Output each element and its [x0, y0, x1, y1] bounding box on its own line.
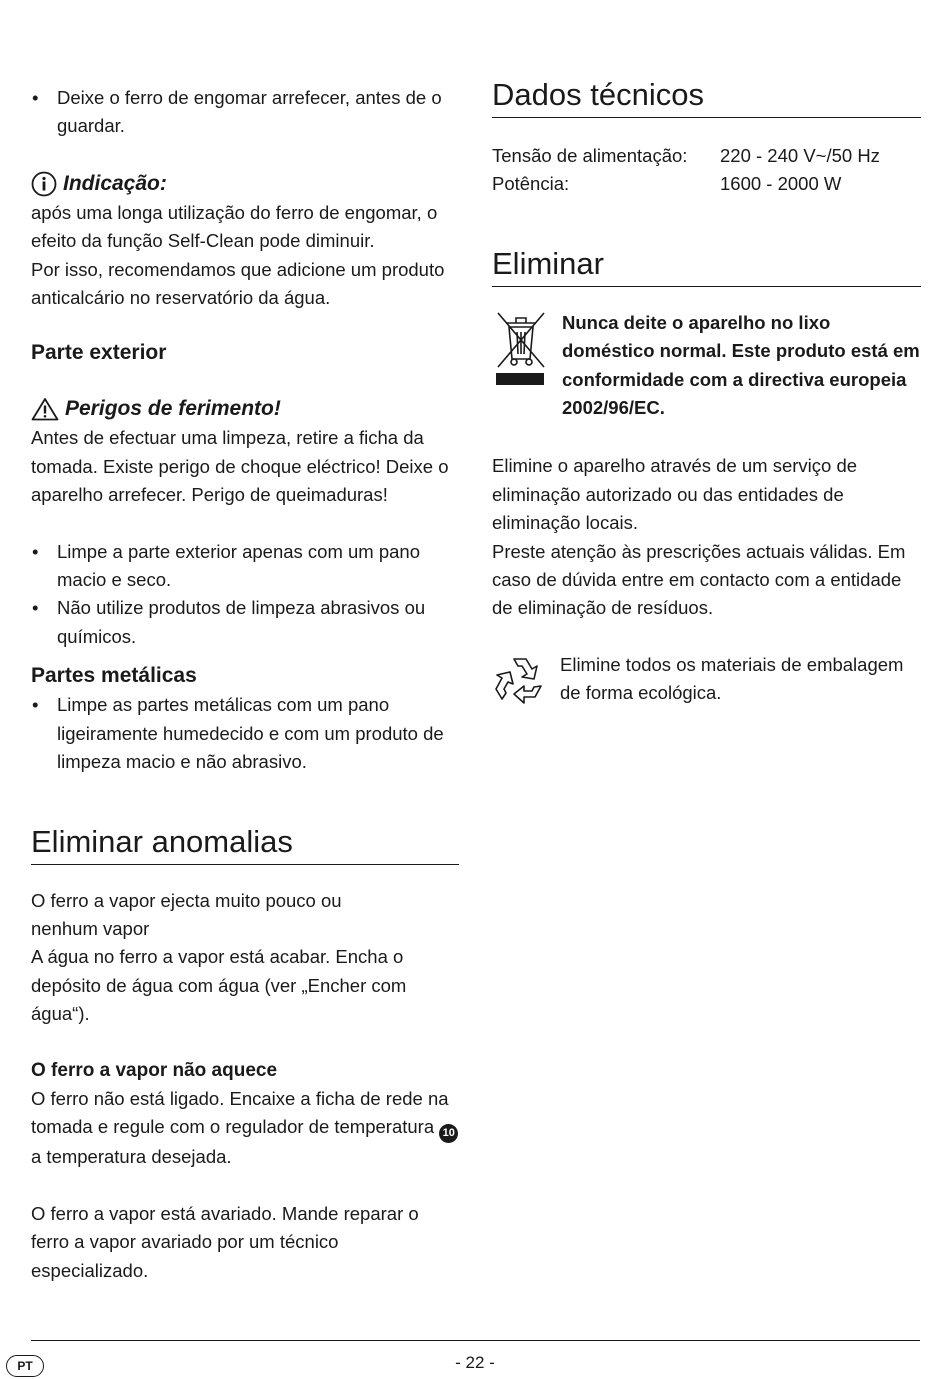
spec-row — [492, 170, 880, 198]
troubleshooting-title: Eliminar anomalias — [31, 823, 459, 865]
language-badge: PT — [6, 1355, 44, 1377]
spec-value: 220 - 240 V~/50 Hz — [720, 145, 880, 166]
spec-row — [492, 142, 880, 170]
troubleshooting-problem-2: O ferro a vapor não aquece — [31, 1059, 278, 1081]
disposal-title: Eliminar — [492, 245, 921, 287]
warning-heading-text: Perigos de ferimento! — [65, 397, 281, 421]
note-line-1: após uma longa utilização do ferro de engomar, o efeito da função Self-Clean pode diminuir. — [31, 201, 438, 252]
weee-block — [492, 309, 921, 423]
exterior-heading: Parte exterior — [31, 341, 167, 365]
bullet-store: • Deixe o ferro de engomar arrefecer, antes de o guardar. — [31, 84, 459, 141]
metal-heading: Partes metálicas — [31, 664, 197, 688]
troubleshooting-solution-2 — [31, 1085, 459, 1172]
crossed-bin-icon — [492, 307, 550, 387]
footer-divider — [31, 1340, 920, 1341]
warning-triangle-icon — [31, 397, 59, 421]
exterior-bullet-2: • Não utilize produtos de limpeza abrasivos ou químicos. — [31, 594, 459, 651]
disposal-paragraph-1: Elimine o aparelho através de um serviço de eliminação autorizado ou das entidades de eliminação locais. — [492, 455, 858, 534]
exterior-bullet-1: • Limpe a parte exterior apenas com um pano macio e seco. — [31, 538, 459, 595]
recycle-text: Elimine todos os materiais de embalagem de forma ecológica. — [560, 653, 904, 704]
note-heading — [31, 169, 459, 199]
warning-heading — [31, 394, 459, 424]
metal-bullet-1: • Limpe as partes metálicas com um pano ligeiramente humedecido e com um produto de limpeza macio e não abrasivo. — [31, 691, 459, 776]
note-line-2: Por isso, recomendamos que adicione um produto anticalcário no reservatório da água. — [31, 258, 445, 309]
right-column — [492, 76, 921, 709]
info-icon — [31, 171, 57, 197]
troubleshooting-solution-3: O ferro a vapor está avariado. Mande reparar o ferro a vapor avariado por um técnico especializado. — [31, 1202, 419, 1281]
troubleshooting-problem-1: O ferro a vapor ejecta muito pouco ou nenhum vapor — [31, 889, 342, 939]
tech-title: Dados técnicos — [492, 76, 921, 118]
troubleshooting-solution-2a: O ferro não está ligado. Encaixe a ficha de rede na tomada e regule com o regulador de temperatura — [31, 1087, 449, 1138]
disposal-paragraph-2: Preste atenção às prescrições actuais válidas. Em caso de dúvida entre em contacto com a entidade de eliminação de resíduos. — [492, 540, 906, 619]
warning-text: Antes de efectuar uma limpeza, retire a ficha da tomada. Existe perigo de choque eléctrico! Deixe o aparelho arrefecer. Perigo de queimaduras! — [31, 427, 449, 506]
spec-label: Tensão de alimentação: — [492, 145, 688, 166]
weee-text: Nunca deite o aparelho no lixo doméstico normal. Este produto está em conformidade com a directiva europeia 2002/96/EC. — [562, 311, 920, 419]
spec-label: Potência: — [492, 173, 570, 195]
left-column — [31, 84, 459, 1285]
temperature-regulator-ref: 10 — [439, 1124, 458, 1143]
page-number: - 22 - — [455, 1353, 495, 1372]
recycle-icon — [492, 653, 548, 709]
troubleshooting-solution-2b: a temperatura desejada. — [31, 1146, 232, 1168]
tech-specs-table — [492, 142, 880, 199]
note-heading-text: Indicação: — [63, 171, 167, 195]
troubleshooting-solution-1: A água no ferro a vapor está acabar. Encha o depósito de água com água (ver „Encher com água“). — [31, 946, 407, 1025]
recycle-block — [492, 651, 921, 709]
spec-value: 1600 - 2000 W — [720, 173, 842, 195]
